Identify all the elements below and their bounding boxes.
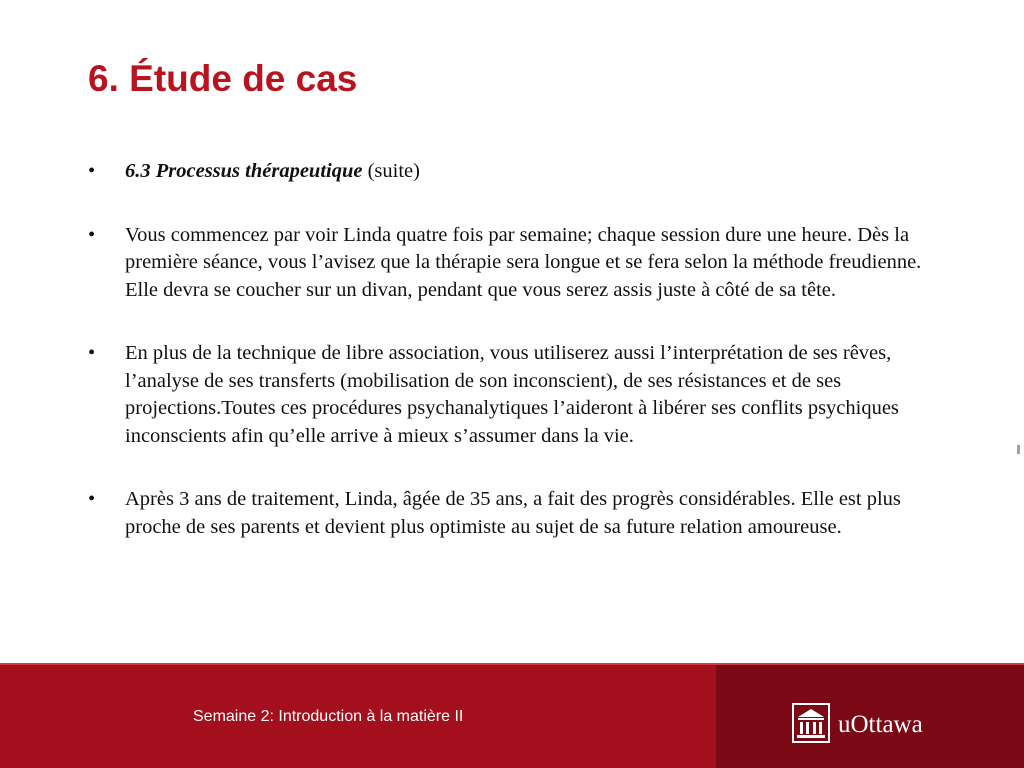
bullet-marker: • (88, 223, 96, 246)
bullet-item-progress (88, 486, 948, 541)
logo-wordmark: uOttawa (838, 711, 923, 738)
section-subheading: 6.3 Processus thérapeutique (125, 160, 363, 182)
uottawa-logo (792, 703, 962, 747)
slide-title: 6. Étude de cas (88, 58, 358, 99)
bullet-marker: • (88, 342, 96, 364)
edge-mark (1017, 445, 1020, 454)
bullet-text: En plus de la technique de libre association, vous utiliserez aussi l’interprétation de ses rêves, l’analyse de ses transferts (mobilisation de son inconscient), de ses résistances et de ses projections.Toutes ces procédures psychanalytiques l’aideront à libérer ses conflits psychiques inconscients afin qu’elle arrive à mieux s’assumer dans la vie. (125, 342, 899, 447)
bullet-marker: • (88, 160, 96, 182)
section-subheading-suffix: (suite) (362, 160, 420, 182)
footer-course-label: Semaine 2: Introduction à la matière II (193, 708, 464, 725)
bullet-text: Après 3 ans de traitement, Linda, âgée de 35 ans, a fait des progrès considérables. Elle est plus proche de ses parents et devient plus optimiste au sujet de sa future relation amoureuse. (125, 488, 901, 538)
bullet-item-techniques (88, 340, 948, 450)
bullet-marker: • (88, 488, 96, 510)
bullet-text: Vous commencez par voir Linda quatre fois par semaine; chaque session dure une heure. Dès la première séance, vous l’avisez que la thérapie sera longue et se fera selon la méthode freudienne. Elle devra se coucher sur un divan, pendant que vous serez assis juste à côté de sa tête. (125, 223, 922, 301)
bullet-item-subheading (88, 158, 948, 186)
building-icon (792, 703, 830, 743)
bullet-list (88, 158, 948, 541)
bullet-item-sessions (88, 222, 948, 305)
